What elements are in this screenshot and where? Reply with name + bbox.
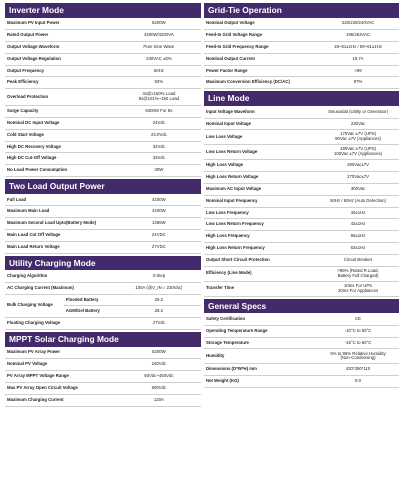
spec-label: Nominal PV Voltage [5,359,117,371]
left-column [5,3,201,407]
spec-label: Maximum Charging Current [5,394,117,406]
table-row [5,118,201,130]
spec-sublabel: AGM/Gel Battery [64,306,117,318]
table-row [5,348,201,359]
spec-value: 5200W [117,19,201,30]
spec-value: 5% to 95% Relative Humidity (Non-Condensing) [317,349,399,364]
table-row [5,218,201,230]
spec-label: Bulk Charging Voltage [5,294,64,318]
spec-label: Nominal Input Voltage [204,118,317,130]
spec-value: 63±1Hz [317,242,399,254]
table-row [5,271,201,282]
spec-label: Low Loss Frequency [204,207,317,219]
section-header-utility-charging-mode: Utility Charging Mode [5,256,201,271]
spec-value: 65±1Hz [317,231,399,243]
spec-value: 18.7A [317,53,399,65]
table-row [5,77,201,89]
spec-value: 300Vac [317,183,399,195]
spec-label: Nominal Output Current [204,53,317,65]
spec-value: -15°C to 60°C [317,337,399,349]
table-row [204,19,399,30]
spec-value: 4200W [117,195,201,206]
inverter-mode-table [5,19,201,178]
spec-label: Output Frequency [5,65,117,77]
table-row [5,89,201,106]
section-header-two-load-output-power: Two Load Output Power [5,179,201,194]
grid-tie-table [204,19,399,90]
spec-value: 3-Step [117,271,201,282]
table-row [5,318,201,330]
table-row [204,130,399,145]
spec-label: Transfer Time [204,281,317,296]
table-row [5,19,201,30]
spec-label: Net Weight (KG) [204,376,317,388]
spec-label: Nominal Input Frequency [204,195,317,207]
spec-label: Peak Efficiency [5,77,117,89]
spec-value: 29.2 [117,294,201,306]
spec-label: AC Charging Current (Maximum) [5,282,117,294]
table-row [5,53,201,65]
spec-value: 1386W [117,218,201,230]
spec-value: 100A (@V_IN = 230Vac) [117,282,201,294]
spec-label: Safety Certification [204,314,317,325]
table-row [5,382,201,394]
table-row [5,359,201,371]
table-row [5,65,201,77]
spec-label: Low Loss Voltage [204,130,317,145]
spec-value: 195/253VAC [317,30,399,42]
spec-value: Sinusoidal (Utility or Generator) [317,107,399,118]
table-row [204,195,399,207]
spec-label: Cold Start Voltage [5,129,117,141]
spec-value: 3s@≥150% Load 5s@101%~150 Load [117,89,201,106]
spec-value: 120A [117,394,201,406]
spec-value: 4200W [117,206,201,218]
spec-label: Maximum PV Input Power [5,19,117,30]
spec-label: Maximum AC Input Voltage [204,183,317,195]
spec-label: Feed-In Grid Voltage Range [204,30,317,42]
table-row [5,294,201,306]
spec-label: Output Voltage Regulation [5,53,117,65]
table-row [5,206,201,218]
spec-label: Full Load [5,195,117,206]
table-row [204,231,399,243]
spec-value: 270Vac±7V [317,172,399,184]
table-row [204,42,399,54]
spec-label: High DC Recovery Voltage [5,141,117,153]
line-mode-table [204,107,399,297]
spec-label: Surge Capacity [5,106,117,118]
spec-value: 30W [117,165,201,177]
spec-label: PV Array MPPT Voltage Range [5,371,117,383]
section-header-line-mode: Line Mode [204,91,399,106]
spec-label: Maximum Second Load Upto(Battery Mode) [5,218,117,230]
table-row [204,65,399,77]
table-row [5,394,201,406]
spec-value: 42±1Hz [317,219,399,231]
spec-value: Pure Sine Wave [117,42,201,54]
spec-label: Max PV Array Open Circuit Voltage [5,382,117,394]
table-row [5,282,201,294]
table-row [5,153,201,165]
spec-label: Operating Temperature Range [204,325,317,337]
section-header-mppt-solar-charging-mode: MPPT Solar Charging Mode [5,332,201,347]
utility-charging-table [5,271,201,330]
spec-value: -10°C to 50°C [317,325,399,337]
spec-value: 240Vdc [117,359,201,371]
spec-value: >95% (Rated R Load, Battery Full Charged) [317,266,399,281]
spec-value: 230Vac [317,118,399,130]
table-row [204,118,399,130]
table-row [204,314,399,325]
spec-value: 24Vdc [117,118,201,130]
spec-label: Power Factor Range [204,65,317,77]
spec-value: 230VAC ±5% [117,53,201,65]
spec-value: 9.0 [317,376,399,388]
spec-value: 4200W/4200VA [117,30,201,42]
general-specs-table [204,314,399,388]
two-load-output-table [5,195,201,254]
spec-label: Dimensions (D*W*H) mm [204,364,317,376]
spec-label: Humidity [204,349,317,364]
spec-label: Output Short Circuit Protection [204,254,317,266]
section-header-inverter-mode: Inverter Mode [5,3,201,18]
table-row [204,219,399,231]
spec-label: Floating Charging Voltage [5,318,117,330]
table-row [204,325,399,337]
mppt-solar-table [5,348,201,407]
spec-value: 10ms For UPS 20ms For Appliances [317,281,399,296]
table-row [204,349,399,364]
spec-label: Output Voltage Waveform [5,42,117,54]
spec-label: Low Loss Return Frequency [204,219,317,231]
table-row [204,242,399,254]
spec-label: Rated Output Power [5,30,117,42]
table-row [204,281,399,296]
spec-label: High Loss Voltage [204,160,317,172]
spec-label: High Loss Frequency [204,231,317,243]
spec-value: 49~51±1Hz / 59~61±1Hz [317,42,399,54]
spec-label: Efficiency (Line Mode) [204,266,317,281]
table-row [204,77,399,89]
table-row [204,53,399,65]
spec-value: 280Vac±7V [317,160,399,172]
spec-label: Nominal Output Voltage [204,19,317,30]
spec-value: 97% [317,77,399,89]
spec-label: Main Load Return Voltage [5,241,117,253]
table-row [5,229,201,241]
table-row [204,207,399,219]
spec-label: Charging Algorithm [5,271,117,282]
spec-label: High Loss Return Frequency [204,242,317,254]
table-row [5,241,201,253]
spec-value: 32Vdc [117,141,201,153]
table-row [204,30,399,42]
spec-value: 60Vdc~450Vdc [117,371,201,383]
spec-label: High DC Cut-Off Voltage [5,153,117,165]
table-row [5,106,201,118]
spec-label: No Load Power Consumption [5,165,117,177]
table-row [204,160,399,172]
spec-value: CE [317,314,399,325]
section-header-general-specs: General Specs [204,299,399,314]
table-row [204,172,399,184]
table-row [5,129,201,141]
spec-value: 5200W [117,348,201,359]
spec-value: 420*350*110 [317,364,399,376]
spec-label: Maximum Main Load [5,206,117,218]
table-row [204,376,399,388]
table-row [5,195,201,206]
spec-label: Feed-In Grid Frequency Range [204,42,317,54]
spec-value: 220/230/240VAC [317,19,399,30]
table-row [204,145,399,160]
spec-label: Maximum Conversion Efficiency (DC/AC) [204,77,317,89]
spec-label: Maximum PV Array Power [5,348,117,359]
table-row [5,371,201,383]
spec-value: 8400W For 5s [117,106,201,118]
spec-label: Nominal DC Input Voltage [5,118,117,130]
spec-label: Low Loss Return Voltage [204,145,317,160]
spec-value: Circuit Breaker [317,254,399,266]
table-row [204,266,399,281]
spec-value: >99 [317,65,399,77]
spec-value: 180Vac ±7V (UPS) 100Vac ±7V (Appliances) [317,145,399,160]
spec-value: 170Vac ±7V (UPS) 90Vac ±7V (Appliances) [317,130,399,145]
table-row [5,30,201,42]
spec-value: 50Hz / 60Hz (Auto Detection) [317,195,399,207]
spec-value: 93% [117,77,201,89]
spec-value: 23.0Vdc [117,129,201,141]
table-row [204,107,399,118]
spec-label: High Loss Return Voltage [204,172,317,184]
spec-value: 28.2 [117,306,201,318]
table-row [204,364,399,376]
spec-value: 500Vdc [117,382,201,394]
spec-label: Storage Temperature [204,337,317,349]
spec-label: Input Voltage Waveform [204,107,317,118]
spec-sublabel: Flooded Battery [64,294,117,306]
table-row [204,254,399,266]
spec-value: 27Vdc [117,318,201,330]
table-row [204,337,399,349]
table-row [5,42,201,54]
table-row [204,183,399,195]
spec-value: 50Hz [117,65,201,77]
table-row [5,141,201,153]
section-header-grid-tie-operation: Grid-Tie Operation [204,3,399,18]
spec-value: 27VDC [117,241,201,253]
right-column [204,3,399,388]
spec-label: Overload Protection [5,89,117,106]
spec-value: 33Vdc [117,153,201,165]
spec-value: 40±1Hz [317,207,399,219]
table-row [5,165,201,177]
spec-label: Main Load Cut Off Voltage [5,229,117,241]
spec-value: 24VDC [117,229,201,241]
